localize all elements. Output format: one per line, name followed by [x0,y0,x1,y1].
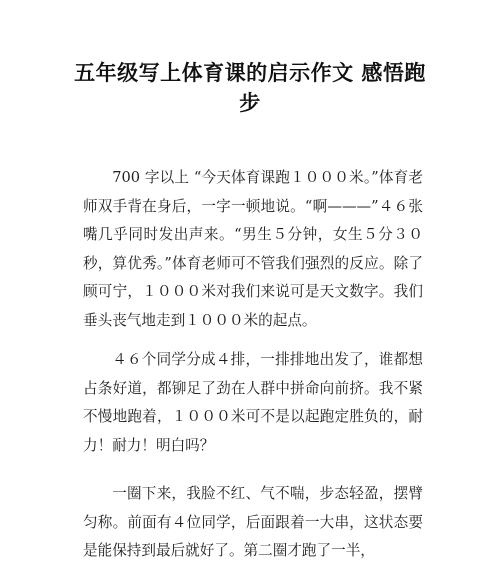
paragraph-1: 700 字以上 “今天体育课跑１０００米。”体育老师双手背在身后，一字一顿地说。“啊———”４６张嘴几乎同时发出声来。“男生５分钟，女生５分３０秒，算优秀。”体育老师可不管我们强烈的反应。除了顾可宁，１０００米对我们来说可是天文数字。我们垂头丧气地走到１０００米的起点。 [83,169,423,329]
paragraph-2: ４６个同学分成４排，一排排地出发了，谁都想占条好道，都铆足了劲在人群中拼命向前挤。我不紧不慢地跑着，１０００米可不是以起跑定胜负的，耐力！耐力！明白吗？ [83,351,423,454]
document-title: 五年级写上体育课的启示作文 感悟跑步 [74,61,426,115]
paragraph-3: 一圈下来，我脸不红、气不喘，步态轻盈，摆臂匀称。前面有４位同学，后面跟着一大串，这状态要是能保持到最后就好了。第二圈才跑了一半， [83,485,423,559]
